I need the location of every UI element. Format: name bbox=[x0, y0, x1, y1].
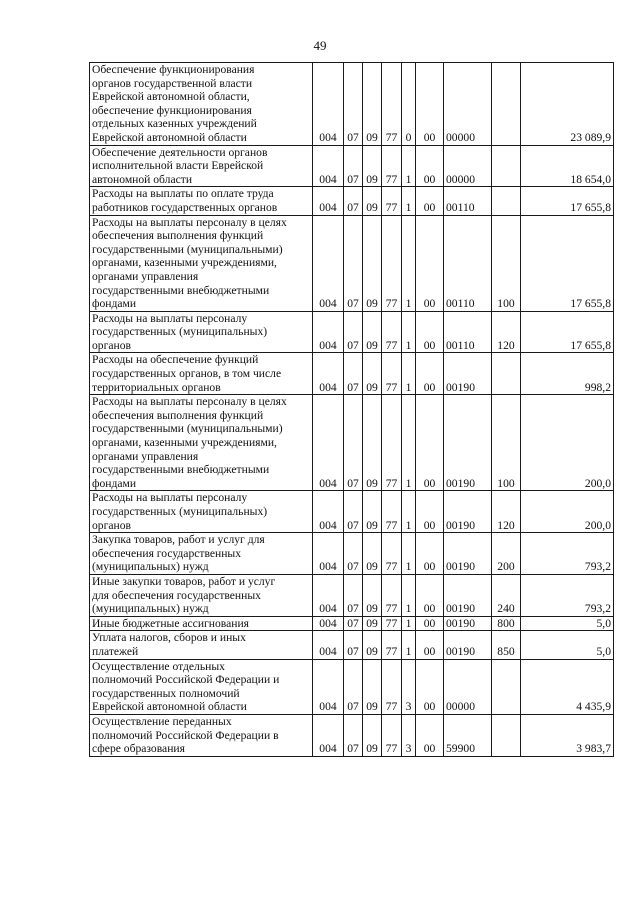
table-row bbox=[90, 311, 614, 353]
program-code-cell: 77 bbox=[382, 631, 402, 659]
description-cell bbox=[90, 311, 313, 353]
description-cell bbox=[90, 616, 313, 631]
description-line: государственными (муниципальными) bbox=[92, 242, 283, 256]
amount-cell: 4 435,9 bbox=[521, 659, 614, 714]
table-row bbox=[90, 395, 614, 491]
target-code-cell: 59900 bbox=[444, 714, 492, 756]
target-code-cell: 00190 bbox=[444, 616, 492, 631]
group-code-cell: 00 bbox=[416, 631, 444, 659]
ministry-code-cell: 004 bbox=[313, 659, 344, 714]
target-code-cell: 00000 bbox=[444, 659, 492, 714]
description-line: полномочий Российской Федерации в bbox=[92, 728, 279, 742]
section-code-cell: 07 bbox=[344, 574, 363, 616]
target-code-cell: 00190 bbox=[444, 353, 492, 395]
target-code-cell: 00190 bbox=[444, 574, 492, 616]
section-code-cell: 07 bbox=[344, 311, 363, 353]
amount-cell: 5,0 bbox=[521, 631, 614, 659]
ministry-code-cell: 004 bbox=[313, 533, 344, 575]
amount-cell: 17 655,8 bbox=[521, 187, 614, 215]
description-cell bbox=[90, 631, 313, 659]
amount-cell: 23 089,9 bbox=[521, 63, 614, 146]
target-code-cell: 00190 bbox=[444, 395, 492, 491]
description-line: органами, казенными учреждениями, bbox=[92, 256, 277, 270]
ministry-code-cell: 004 bbox=[313, 491, 344, 533]
section-code-cell: 07 bbox=[344, 63, 363, 146]
amount-cell: 793,2 bbox=[521, 574, 614, 616]
description-line: Уплата налогов, сборов и иных bbox=[92, 631, 246, 645]
budget-table bbox=[89, 62, 614, 757]
expense-type-cell: 200 bbox=[492, 533, 521, 575]
description-line: Расходы на выплаты персоналу в целях bbox=[92, 215, 287, 229]
section-code-cell: 07 bbox=[344, 215, 363, 311]
amount-cell: 3 983,7 bbox=[521, 714, 614, 756]
ministry-code-cell: 004 bbox=[313, 616, 344, 631]
ministry-code-cell: 004 bbox=[313, 353, 344, 395]
subsection-code-cell: 09 bbox=[363, 491, 382, 533]
subprogram-code-cell: 1 bbox=[402, 395, 416, 491]
program-code-cell: 77 bbox=[382, 616, 402, 631]
description-line: территориальных органов bbox=[92, 380, 221, 394]
description-line: Еврейской автономной области bbox=[92, 700, 247, 714]
program-code-cell: 77 bbox=[382, 311, 402, 353]
section-code-cell: 07 bbox=[344, 659, 363, 714]
ministry-code-cell: 004 bbox=[313, 63, 344, 146]
description-line: органов государственной власти bbox=[92, 76, 253, 90]
expense-type-cell: 100 bbox=[492, 395, 521, 491]
description-cell bbox=[90, 714, 313, 756]
subsection-code-cell: 09 bbox=[363, 145, 382, 187]
description-line: государственных полномочий bbox=[92, 686, 240, 700]
table-row bbox=[90, 353, 614, 395]
description-line: (муниципальных) нужд bbox=[92, 560, 209, 574]
description-line: сфере образования bbox=[92, 742, 185, 756]
description-line: органами управления bbox=[92, 269, 199, 283]
group-code-cell: 00 bbox=[416, 187, 444, 215]
description-line: органами управления bbox=[92, 449, 199, 463]
program-code-cell: 77 bbox=[382, 63, 402, 146]
target-code-cell: 00000 bbox=[444, 145, 492, 187]
expense-type-cell bbox=[492, 145, 521, 187]
group-code-cell: 00 bbox=[416, 533, 444, 575]
description-line: государственными внебюджетными bbox=[92, 283, 270, 297]
description-line: обеспечения выполнения функций bbox=[92, 408, 264, 422]
section-code-cell: 07 bbox=[344, 616, 363, 631]
group-code-cell: 00 bbox=[416, 395, 444, 491]
section-code-cell: 07 bbox=[344, 353, 363, 395]
group-code-cell: 00 bbox=[416, 215, 444, 311]
expense-type-cell: 120 bbox=[492, 311, 521, 353]
description-line: органов bbox=[92, 518, 131, 532]
program-code-cell: 77 bbox=[382, 353, 402, 395]
amount-cell: 998,2 bbox=[521, 353, 614, 395]
ministry-code-cell: 004 bbox=[313, 395, 344, 491]
description-line: работников государственных органов bbox=[92, 200, 278, 214]
description-line: Расходы на обеспечение функций bbox=[92, 353, 259, 367]
expense-type-cell: 100 bbox=[492, 215, 521, 311]
subprogram-code-cell: 1 bbox=[402, 353, 416, 395]
amount-cell: 18 654,0 bbox=[521, 145, 614, 187]
subprogram-code-cell: 3 bbox=[402, 714, 416, 756]
program-code-cell: 77 bbox=[382, 574, 402, 616]
section-code-cell: 07 bbox=[344, 491, 363, 533]
group-code-cell: 00 bbox=[416, 311, 444, 353]
amount-cell: 17 655,8 bbox=[521, 215, 614, 311]
group-code-cell: 00 bbox=[416, 353, 444, 395]
ministry-code-cell: 004 bbox=[313, 311, 344, 353]
subprogram-code-cell: 1 bbox=[402, 533, 416, 575]
amount-cell: 17 655,8 bbox=[521, 311, 614, 353]
description-line: Еврейской автономной области, bbox=[92, 90, 250, 104]
expense-type-cell: 850 bbox=[492, 631, 521, 659]
subprogram-code-cell: 1 bbox=[402, 574, 416, 616]
subprogram-code-cell: 1 bbox=[402, 187, 416, 215]
group-code-cell: 00 bbox=[416, 491, 444, 533]
description-line: Обеспечение функционирования bbox=[92, 63, 255, 76]
description-line: органов bbox=[92, 338, 131, 352]
group-code-cell: 00 bbox=[416, 574, 444, 616]
expense-type-cell bbox=[492, 659, 521, 714]
description-line: обеспечения государственных bbox=[92, 546, 242, 560]
table-row bbox=[90, 631, 614, 659]
description-line: Еврейской автономной области bbox=[92, 130, 247, 144]
subprogram-code-cell: 1 bbox=[402, 491, 416, 533]
subsection-code-cell: 09 bbox=[363, 616, 382, 631]
expense-type-cell bbox=[492, 187, 521, 215]
ministry-code-cell: 004 bbox=[313, 574, 344, 616]
description-cell bbox=[90, 63, 313, 146]
description-cell bbox=[90, 491, 313, 533]
table-row bbox=[90, 187, 614, 215]
expense-type-cell bbox=[492, 714, 521, 756]
group-code-cell: 00 bbox=[416, 63, 444, 146]
target-code-cell: 00110 bbox=[444, 311, 492, 353]
description-line: (муниципальных) нужд bbox=[92, 602, 209, 616]
expense-type-cell: 800 bbox=[492, 616, 521, 631]
description-cell bbox=[90, 533, 313, 575]
description-line: Расходы на выплаты персоналу bbox=[92, 491, 248, 505]
description-line: исполнительной власти Еврейской bbox=[92, 159, 264, 173]
subprogram-code-cell: 1 bbox=[402, 616, 416, 631]
description-cell bbox=[90, 215, 313, 311]
description-line: обеспечение функционирования bbox=[92, 103, 252, 117]
ministry-code-cell: 004 bbox=[313, 714, 344, 756]
subsection-code-cell: 09 bbox=[363, 395, 382, 491]
program-code-cell: 77 bbox=[382, 187, 402, 215]
group-code-cell: 00 bbox=[416, 714, 444, 756]
description-line: Расходы на выплаты персоналу bbox=[92, 311, 248, 325]
amount-cell: 200,0 bbox=[521, 491, 614, 533]
description-line: государственными (муниципальными) bbox=[92, 422, 283, 436]
table-row bbox=[90, 145, 614, 187]
program-code-cell: 77 bbox=[382, 491, 402, 533]
section-code-cell: 07 bbox=[344, 395, 363, 491]
program-code-cell: 77 bbox=[382, 659, 402, 714]
description-line: полномочий Российской Федерации и bbox=[92, 673, 280, 687]
subprogram-code-cell: 1 bbox=[402, 631, 416, 659]
target-code-cell: 00190 bbox=[444, 533, 492, 575]
description-line: платежей bbox=[92, 644, 139, 658]
ministry-code-cell: 004 bbox=[313, 145, 344, 187]
section-code-cell: 07 bbox=[344, 533, 363, 575]
description-cell bbox=[90, 187, 313, 215]
description-cell bbox=[90, 145, 313, 187]
amount-cell: 5,0 bbox=[521, 616, 614, 631]
section-code-cell: 07 bbox=[344, 187, 363, 215]
description-line: автономной области bbox=[92, 172, 193, 186]
description-line: Осуществление переданных bbox=[92, 714, 232, 728]
table-row bbox=[90, 616, 614, 631]
description-line: государственных (муниципальных) bbox=[92, 325, 268, 339]
program-code-cell: 77 bbox=[382, 145, 402, 187]
subprogram-code-cell: 1 bbox=[402, 311, 416, 353]
program-code-cell: 77 bbox=[382, 533, 402, 575]
subsection-code-cell: 09 bbox=[363, 574, 382, 616]
description-cell bbox=[90, 574, 313, 616]
ministry-code-cell: 004 bbox=[313, 187, 344, 215]
target-code-cell: 00110 bbox=[444, 215, 492, 311]
page-number: 49 bbox=[313, 38, 327, 53]
description-line: органами, казенными учреждениями, bbox=[92, 436, 277, 450]
subsection-code-cell: 09 bbox=[363, 215, 382, 311]
expense-type-cell: 240 bbox=[492, 574, 521, 616]
group-code-cell: 00 bbox=[416, 145, 444, 187]
description-line: Иные бюджетные ассигнования bbox=[92, 616, 249, 630]
ministry-code-cell: 004 bbox=[313, 631, 344, 659]
description-line: государственными внебюджетными bbox=[92, 463, 270, 477]
target-code-cell: 00190 bbox=[444, 491, 492, 533]
subsection-code-cell: 09 bbox=[363, 311, 382, 353]
description-line: государственных органов, в том числе bbox=[92, 367, 282, 381]
description-line: Иные закупки товаров, работ и услуг bbox=[92, 574, 276, 588]
section-code-cell: 07 bbox=[344, 145, 363, 187]
expense-type-cell bbox=[492, 353, 521, 395]
description-line: отдельных казенных учреждений bbox=[92, 117, 257, 131]
description-line: фондами bbox=[92, 297, 137, 311]
table-row bbox=[90, 533, 614, 575]
table-row bbox=[90, 659, 614, 714]
description-line: государственных (муниципальных) bbox=[92, 505, 268, 518]
expense-type-cell bbox=[492, 63, 521, 146]
target-code-cell: 00110 bbox=[444, 187, 492, 215]
group-code-cell: 00 bbox=[416, 659, 444, 714]
section-code-cell: 07 bbox=[344, 631, 363, 659]
description-line: фондами bbox=[92, 476, 137, 490]
target-code-cell: 00000 bbox=[444, 63, 492, 146]
program-code-cell: 77 bbox=[382, 714, 402, 756]
subsection-code-cell: 09 bbox=[363, 659, 382, 714]
table-row bbox=[90, 215, 614, 311]
program-code-cell: 77 bbox=[382, 395, 402, 491]
subprogram-code-cell: 1 bbox=[402, 215, 416, 311]
program-code-cell: 77 bbox=[382, 215, 402, 311]
expense-type-cell: 120 bbox=[492, 491, 521, 533]
description-cell bbox=[90, 395, 313, 491]
subprogram-code-cell: 1 bbox=[402, 145, 416, 187]
amount-cell: 200,0 bbox=[521, 395, 614, 491]
subsection-code-cell: 09 bbox=[363, 631, 382, 659]
target-code-cell: 00190 bbox=[444, 631, 492, 659]
description-line: Расходы на выплаты по оплате труда bbox=[92, 187, 274, 201]
subprogram-code-cell: 3 bbox=[402, 659, 416, 714]
description-cell bbox=[90, 659, 313, 714]
subsection-code-cell: 09 bbox=[363, 533, 382, 575]
section-code-cell: 07 bbox=[344, 714, 363, 756]
subsection-code-cell: 09 bbox=[363, 187, 382, 215]
ministry-code-cell: 004 bbox=[313, 215, 344, 311]
amount-cell: 793,2 bbox=[521, 533, 614, 575]
table-row bbox=[90, 491, 614, 533]
subsection-code-cell: 09 bbox=[363, 63, 382, 146]
subprogram-code-cell: 0 bbox=[402, 63, 416, 146]
description-line: Закупка товаров, работ и услуг для bbox=[92, 533, 265, 547]
description-line: Расходы на выплаты персоналу в целях bbox=[92, 395, 287, 409]
subsection-code-cell: 09 bbox=[363, 714, 382, 756]
subsection-code-cell: 09 bbox=[363, 353, 382, 395]
table-row bbox=[90, 574, 614, 616]
description-line: обеспечения выполнения функций bbox=[92, 229, 264, 243]
description-cell bbox=[90, 353, 313, 395]
description-line: для обеспечения государственных bbox=[92, 588, 261, 602]
table-row bbox=[90, 714, 614, 756]
description-line: Обеспечение деятельности органов bbox=[92, 145, 268, 159]
table-row bbox=[90, 63, 614, 146]
description-line: Осуществление отдельных bbox=[92, 659, 225, 673]
group-code-cell: 00 bbox=[416, 616, 444, 631]
